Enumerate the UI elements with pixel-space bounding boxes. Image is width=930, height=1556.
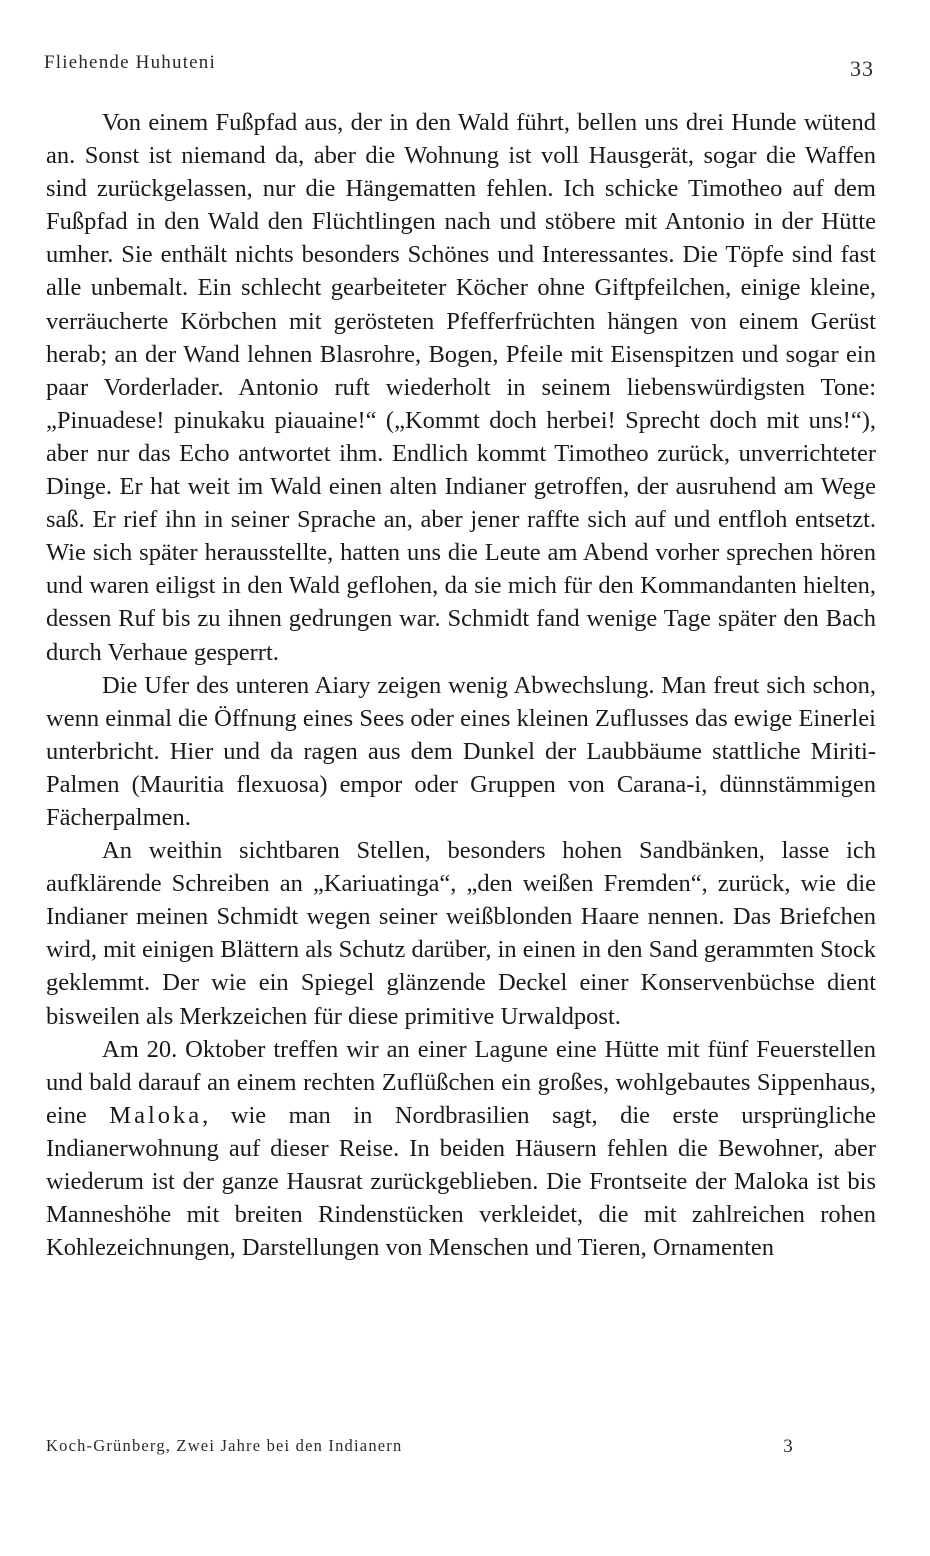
- page-number: 33: [850, 56, 874, 81]
- paragraph-3: An weithin sichtbaren Stellen, besonders hohen Sandbänken, lasse ich aufklärende Schreiben an „Kariuatinga“, „den weißen Fremden“, zurück, wie die Indianer meinen Schmidt wegen seiner weißblonden Haare nennen. Das Briefchen wird, mit einigen Blättern als Schutz darüber, in einen in den Sand gerammten Stock geklemmt. Der wie ein Spiegel glänzende Deckel einer Konservenbüchse dient bisweilen als Merkzeichen für diese primitive Urwaldpost.: [46, 837, 876, 1030]
- emphasized-term: Maloka: [109, 1101, 203, 1129]
- paragraph-4-start: Am 20. Oktober treffen wir an einer Lagune eine Hütte mit fünf Feuerstellen und bald darauf an einem rechten Zuflüßchen ein großes, wohlgebautes Sippenhaus, eine: [46, 1035, 876, 1129]
- book-reference: Koch-Grünberg, Zwei Jahre bei den Indianern: [46, 1436, 403, 1455]
- running-head: Fliehende Huhuteni: [44, 52, 216, 73]
- paragraph-1: Von einem Fußpfad aus, der in den Wald führt, bellen uns drei Hunde wütend an. Sonst ist niemand da, aber die Wohnung ist voll Hausgerät, sogar die Waffen sind zurückgelassen, nur die Hängematten fehlen. Ich schicke Timotheo auf dem Fußpfad in den Wald den Flüchtlingen nach und stöbere mit Antonio in der Hütte umher. Sie enthält nichts besonders Schönes und Interessantes. Die Töpfe sind fast alle unbemalt. Ein schlecht gearbeiteter Köcher ohne Giftpfeilchen, einige kleine, verräucherte Körbchen mit gerösteten Pfefferfrüchten hängen von einem Gerüst herab; an der Wand lehnen Blasrohre, Bogen, Pfeile mit Eisenspitzen und sogar ein paar Vorderlader. Antonio ruft wiederholt in seinem liebenswürdigsten Tone: „Pinuadese! pinukaku piauaine!“ („Kommt doch herbei! Sprecht doch mit uns!“), aber nur das Echo antwortet ihm. Endlich kommt Timotheo zurück, unverrichteter Dinge. Er hat weit im Wald einen alten Indianer getroffen, der ausruhend am Wege saß. Er rief ihn in seiner Sprache an, aber jener raffte sich auf und entfloh entsetzt. Wie sich später herausstellte, hatten uns die Leute am Abend vorher sprechen hören und waren eiligst in den Wald geflohen, da sie mich für den Kommandanten hielten, dessen Ruf bis zu ihnen gedrungen war. Schmidt fand wenige Tage später den Bach durch Verhaue gesperrt.: [46, 109, 876, 666]
- paragraph-4: [46, 1033, 876, 1265]
- signature-mark: 3: [783, 1436, 794, 1457]
- paragraph-4-end: , wie man in Nordbrasilien sagt, die erste ursprüngliche Indianerwohnung auf dieser Reise. In beiden Häusern fehlen die Bewohner, aber wiederum ist der ganze Hausrat zurückgeblieben. Die Frontseite der Maloka ist bis Manneshöhe mit breiten Rindenstücken verkleidet, die mit zahlreichen rohen Kohlezeichnungen, Darstellungen von Menschen und Tieren, Ornamenten: [46, 1101, 876, 1262]
- body-text: [46, 106, 876, 1264]
- paragraph-2: Die Ufer des unteren Aiary zeigen wenig Abwechslung. Man freut sich schon, wenn einmal die Öffnung eines Sees oder eines kleinen Zuflusses das ewige Einerlei unterbricht. Hier und da ragen aus dem Dunkel der Laubbäume stattliche Miriti-Palmen (Mauritia flexuosa) empor oder Gruppen von Carana-i, dünnstämmigen Fächerpalmen.: [46, 671, 876, 831]
